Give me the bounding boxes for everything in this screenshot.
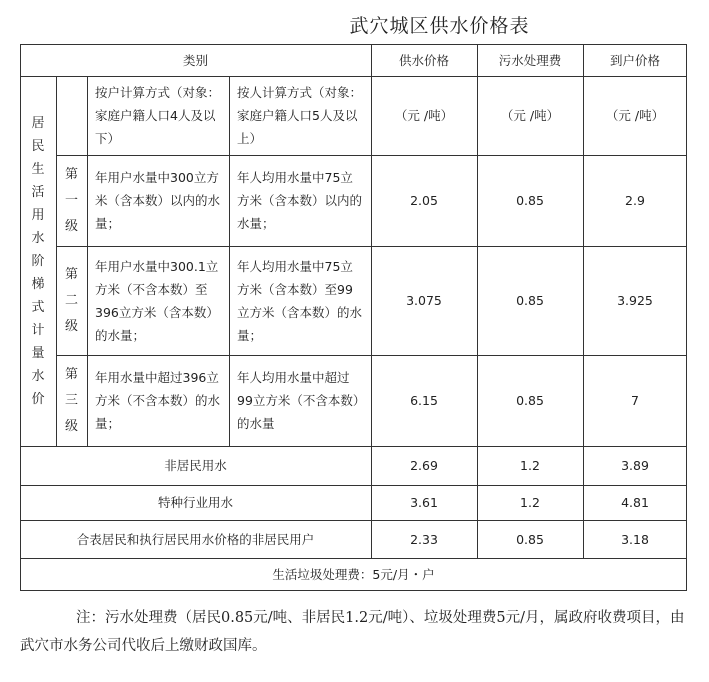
tier-3-household: 年用水量中超过396立方米（不含本数）的水量； xyxy=(95,370,221,431)
tier-1-supply: 2.05 xyxy=(410,193,438,208)
tier-3-supply: 6.15 xyxy=(410,393,438,408)
tier-2-supply: 3.075 xyxy=(406,293,442,308)
method-household: 按户计算方式（对象：家庭户籍人口4人及以下） xyxy=(95,85,221,146)
tier-3-delivered: 7 xyxy=(631,393,639,408)
special-industry-sewage: 1.2 xyxy=(520,495,540,510)
tier-1-person: 年人均用水量中75立方米（含本数）以内的水量； xyxy=(237,170,363,231)
footnote: 注：污水处理费（居民0.85元/吨、非居民1.2元/吨）、垃圾处理费5元/月，属政府收费项目，由武穴市水务公司代收后上缴财政国库。 xyxy=(20,610,685,654)
tier-1-sewage: 0.85 xyxy=(516,193,544,208)
unit-supply: （元 /吨） xyxy=(394,108,454,123)
header-sewage-fee: 污水处理费 xyxy=(498,52,562,68)
tier-1-name: 第 一 级 xyxy=(64,166,78,234)
shared-meter-name: 合表居民和执行居民用水价格的非居民用户 xyxy=(76,531,315,547)
header-supply-price: 供水价格 xyxy=(398,52,449,68)
special-industry-name: 特种行业用水 xyxy=(157,495,233,510)
header-delivered-price: 到户价格 xyxy=(609,52,660,68)
tier-1-household: 年用户水量中300立方米（含本数）以内的水量； xyxy=(95,170,221,231)
nonresidential-delivered: 3.89 xyxy=(621,458,649,473)
tier-2-name: 第 二 级 xyxy=(64,266,78,334)
nonresidential-supply: 2.69 xyxy=(410,458,438,473)
header-category: 类别 xyxy=(182,52,208,68)
page-title: 武穴城区供水价格表 xyxy=(349,15,530,37)
tier-2-delivered: 3.925 xyxy=(617,293,653,308)
tier-2-person: 年人均用水量中75立方米（含本数）至99立方米（含本数）的水量； xyxy=(237,258,363,343)
tier-2-sewage: 0.85 xyxy=(516,293,544,308)
shared-meter-supply: 2.33 xyxy=(410,531,438,547)
special-industry-supply: 3.61 xyxy=(410,495,438,510)
tier-2-household: 年用户水量中300.1立方米（不含本数）至396立方米（含本数）的水量； xyxy=(95,258,219,343)
tier-3-name: 第 三 级 xyxy=(64,366,78,434)
nonresidential-name: 非居民用水 xyxy=(164,458,227,473)
nonresidential-sewage: 1.2 xyxy=(520,458,540,473)
shared-meter-delivered: 3.18 xyxy=(621,531,649,547)
method-person: 按人计算方式（对象：家庭户籍人口5人及以上） xyxy=(237,85,363,146)
tier-3-person: 年人均用水量中超过99立方米（不含本数）的水量 xyxy=(237,370,360,431)
unit-sewage: （元 /吨） xyxy=(500,108,560,123)
residential-label: 居 民 生 活 用 水 阶 梯 式 计 量 水 价 xyxy=(31,115,45,407)
tier-3-sewage: 0.85 xyxy=(516,393,544,408)
garbage-fee: 生活垃圾处理费：5元/月・户 xyxy=(272,567,435,582)
tier-1-delivered: 2.9 xyxy=(625,193,645,208)
special-industry-delivered: 4.81 xyxy=(621,495,649,510)
unit-delivered: （元 /吨） xyxy=(605,108,665,123)
shared-meter-sewage: 0.85 xyxy=(516,531,544,547)
